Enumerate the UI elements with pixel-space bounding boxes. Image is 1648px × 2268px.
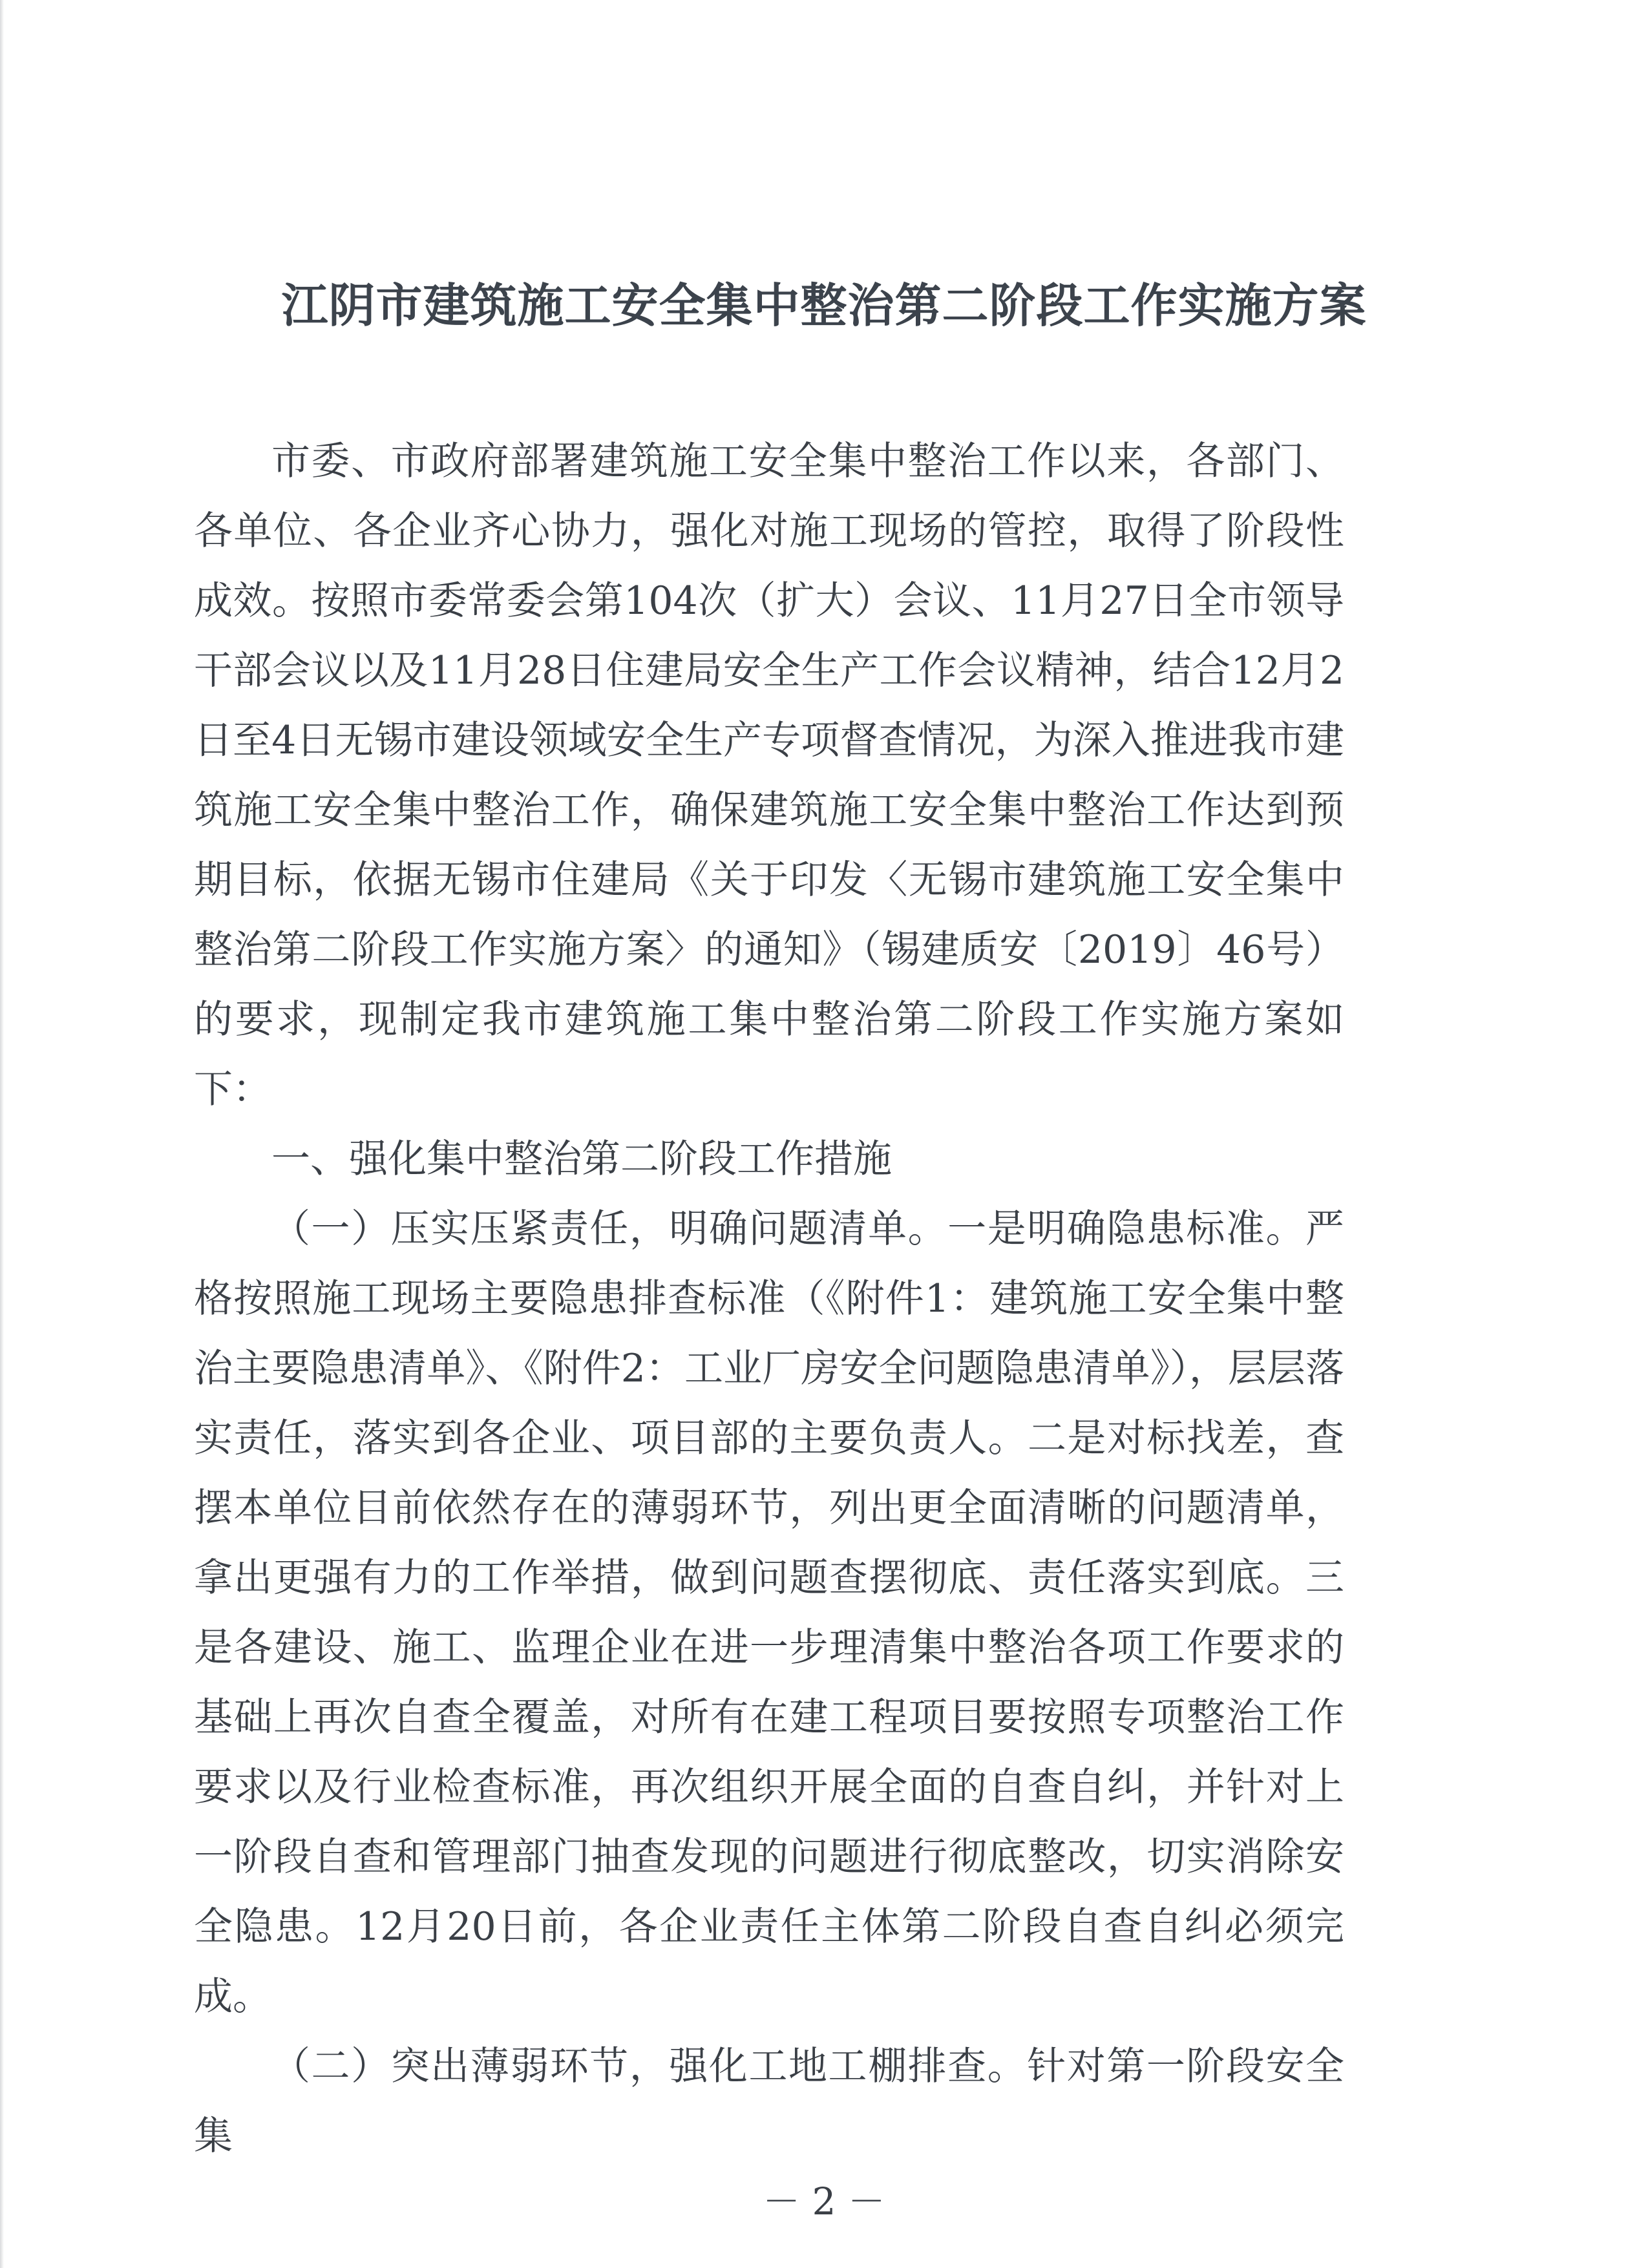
intro-paragraph: 市委、市政府部署建筑施工安全集中整治工作以来，各部门、各单位、各企业齐心协力，强化对施工现场的管控，取得了阶段性成效。按照市委常委会第104次（扩大）会议、11月27日全市领导干部会议以及11月28日住建局安全生产工作会议精神，结合12月2日至4日无锡市建设领域安全生产专项督查情况，为深入推进我市建筑施工安全集中整治工作，确保建筑施工安全集中整治工作达到预期目标，依据无锡市住建局《关于印发〈无锡市建筑施工安全集中整治第二阶段工作实施方案〉的通知》（锡建质安〔2019〕46号）的要求，现制定我市建筑施工集中整治第二阶段工作实施方案如下：: [194, 439, 1344, 1112]
measure-paragraph-1: （一）压实压紧责任，明确问题清单。一是明确隐患标准。严格按照施工现场主要隐患排查标准（《附件1：建筑施工安全集中整治主要隐患清单》、《附件2：工业厂房安全问题隐患清单》），层层落实责任，落实到各企业、项目部的主要负责人。二是对标找差，查摆本单位目前依然存在的薄弱环节，列出更全面清晰的问题清单，拿出更强有力的工作举措，做到问题查摆彻底、责任落实到底。三是各建设、施工、监理企业在进一步理清集中整治各项工作要求的基础上再次自查全覆盖，对所有在建工程项目要按照专项整治工作要求以及行业检查标准，再次组织开展全面的自查自纠，并针对上一阶段自查和管理部门抽查发现的问题进行彻底整改，切实消除安全隐患。12月20日前，各企业责任主体第二阶段自查自纠必须完成。: [194, 1206, 1344, 2019]
section-heading: 一、强化集中整治第二阶段工作措施: [271, 1137, 892, 1182]
scan-edge: [0, 0, 4, 2268]
measure-paragraph-2: （二）突出薄弱环节，强化工地工棚排查。针对第一阶段安全集: [194, 2044, 1344, 2159]
document-title: 江阴市建筑施工安全集中整治第二阶段工作实施方案: [281, 278, 1367, 333]
document-body: [194, 426, 1344, 2171]
page-number: － 2 －: [763, 2179, 885, 2223]
